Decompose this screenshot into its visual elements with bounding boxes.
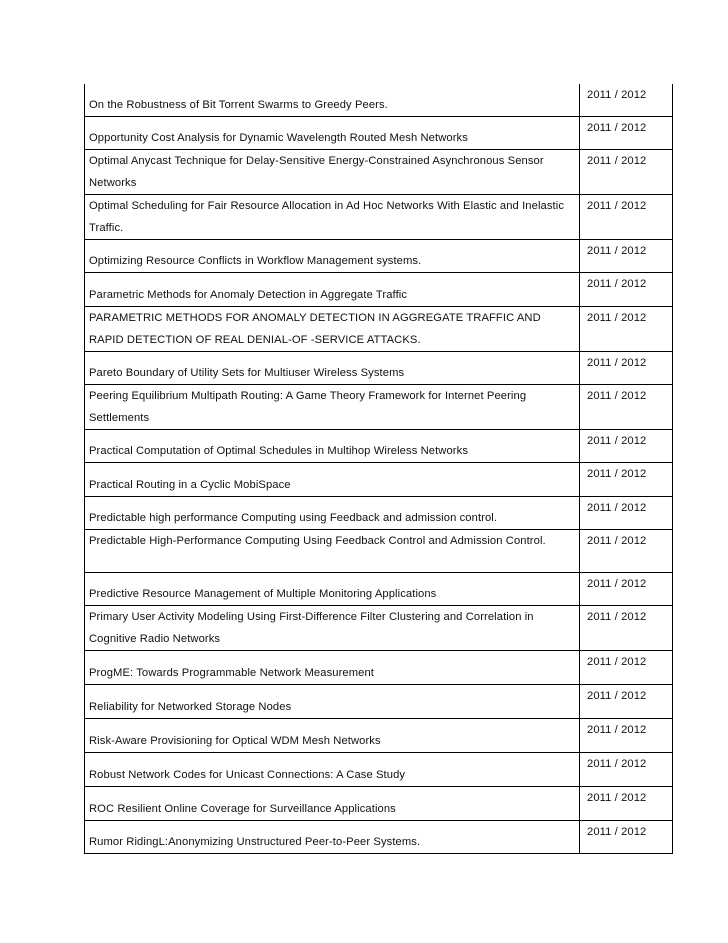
project-title: ProgME: Towards Programmable Network Measurement — [85, 650, 580, 684]
project-year: 2011 / 2012 — [580, 306, 673, 351]
project-year: 2011 / 2012 — [580, 650, 673, 684]
project-year: 2011 / 2012 — [580, 462, 673, 496]
project-title: Predictive Resource Management of Multiple Monitoring Applications — [85, 572, 580, 605]
project-year: 2011 / 2012 — [580, 384, 673, 429]
project-title: Peering Equilibrium Multipath Routing: A Game Theory Framework for Internet Peering Settlements — [85, 384, 580, 429]
project-title: Parametric Methods for Anomaly Detection in Aggregate Traffic — [85, 272, 580, 306]
project-title: Robust Network Codes for Unicast Connections: A Case Study — [85, 752, 580, 786]
project-title: Practical Routing in a Cyclic MobiSpace — [85, 462, 580, 496]
table-row — [85, 718, 673, 752]
project-title: Rumor RidingL:Anonymizing Unstructured Peer-to-Peer Systems. — [85, 820, 580, 853]
table-row — [85, 496, 673, 529]
project-year: 2011 / 2012 — [580, 718, 673, 752]
project-year: 2011 / 2012 — [580, 529, 673, 572]
table-row — [85, 684, 673, 718]
project-year: 2011 / 2012 — [580, 605, 673, 650]
project-title: On the Robustness of Bit Torrent Swarms to Greedy Peers. — [85, 84, 580, 116]
table-row — [85, 84, 673, 116]
project-title: Predictable high performance Computing using Feedback and admission control. — [85, 496, 580, 529]
table-row — [85, 194, 673, 239]
table-row — [85, 272, 673, 306]
project-list-table — [84, 84, 673, 854]
table-row — [85, 239, 673, 272]
project-title: Predictable High-Performance Computing Using Feedback Control and Admission Control. — [85, 529, 580, 572]
project-title: Optimizing Resource Conflicts in Workflow Management systems. — [85, 239, 580, 272]
project-year: 2011 / 2012 — [580, 272, 673, 306]
project-year: 2011 / 2012 — [580, 820, 673, 853]
project-year: 2011 / 2012 — [580, 84, 673, 116]
table-row — [85, 149, 673, 194]
table-row — [85, 572, 673, 605]
project-title: ROC Resilient Online Coverage for Surveillance Applications — [85, 786, 580, 820]
project-year: 2011 / 2012 — [580, 239, 673, 272]
table-row — [85, 650, 673, 684]
project-year: 2011 / 2012 — [580, 684, 673, 718]
project-year: 2011 / 2012 — [580, 116, 673, 149]
project-year: 2011 / 2012 — [580, 149, 673, 194]
table-row — [85, 752, 673, 786]
table-row — [85, 462, 673, 496]
project-year: 2011 / 2012 — [580, 194, 673, 239]
project-title: Practical Computation of Optimal Schedules in Multihop Wireless Networks — [85, 429, 580, 462]
table-row — [85, 351, 673, 384]
project-year: 2011 / 2012 — [580, 786, 673, 820]
project-title: Pareto Boundary of Utility Sets for Multiuser Wireless Systems — [85, 351, 580, 384]
project-title: Optimal Scheduling for Fair Resource Allocation in Ad Hoc Networks With Elastic and Inelastic Traffic. — [85, 194, 580, 239]
project-year: 2011 / 2012 — [580, 496, 673, 529]
project-year: 2011 / 2012 — [580, 752, 673, 786]
project-title: PARAMETRIC METHODS FOR ANOMALY DETECTION IN AGGREGATE TRAFFIC AND RAPID DETECTION OF REAL DENIAL-OF -SERVICE ATTACKS. — [85, 306, 580, 351]
table-row — [85, 529, 673, 572]
project-title: Opportunity Cost Analysis for Dynamic Wavelength Routed Mesh Networks — [85, 116, 580, 149]
project-year: 2011 / 2012 — [580, 572, 673, 605]
table-row — [85, 306, 673, 351]
table-row — [85, 384, 673, 429]
project-title: Reliability for Networked Storage Nodes — [85, 684, 580, 718]
table-row — [85, 605, 673, 650]
table-row — [85, 786, 673, 820]
project-title: Primary User Activity Modeling Using First-Difference Filter Clustering and Correlation in Cognitive Radio Networks — [85, 605, 580, 650]
table-row — [85, 429, 673, 462]
table-row — [85, 116, 673, 149]
table-row — [85, 820, 673, 853]
project-title: Optimal Anycast Technique for Delay-Sensitive Energy-Constrained Asynchronous Sensor Networks — [85, 149, 580, 194]
project-year: 2011 / 2012 — [580, 429, 673, 462]
project-year: 2011 / 2012 — [580, 351, 673, 384]
project-title: Risk-Aware Provisioning for Optical WDM Mesh Networks — [85, 718, 580, 752]
